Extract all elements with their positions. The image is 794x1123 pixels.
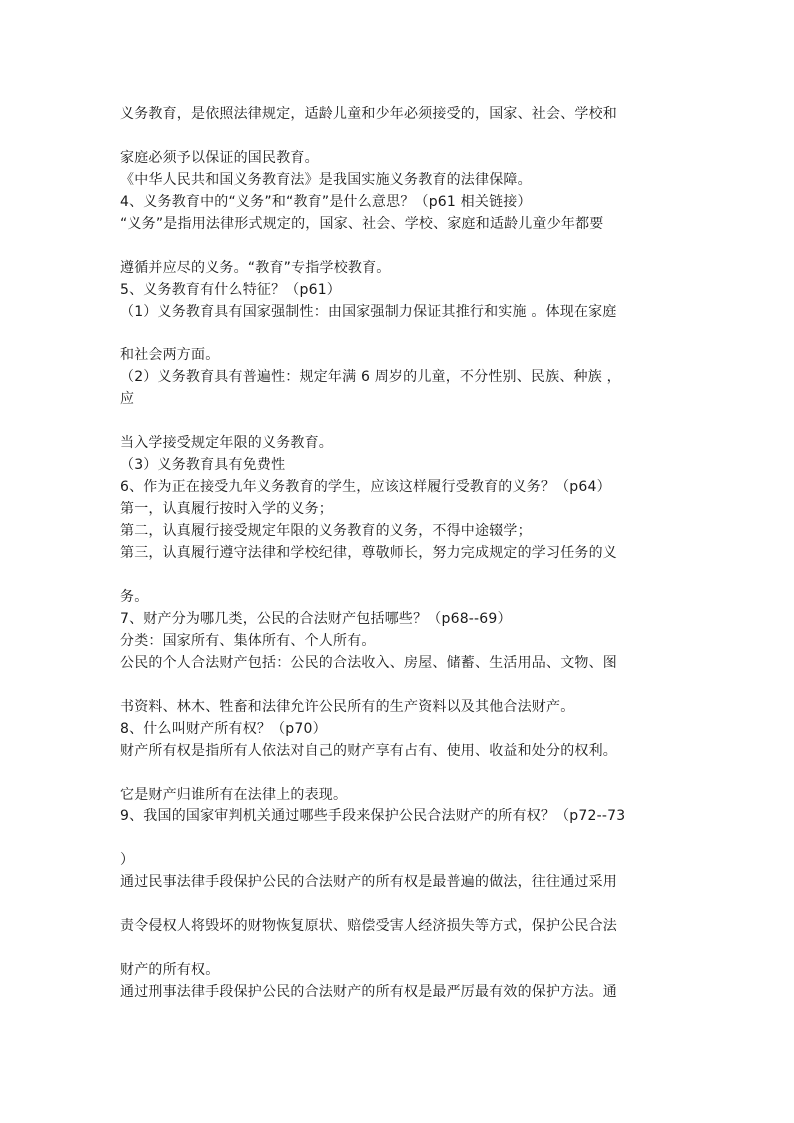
- text-line: （3）义务教育具有免费性: [120, 457, 286, 473]
- text-line: 它是财产归谁所有在法律上的表现。: [120, 787, 348, 803]
- text-line: 通过刑事法律手段保护公民的合法财产的所有权是最严厉最有效的保护方法。通: [120, 984, 617, 1000]
- text-line: “义务”是指用法律形式规定的，国家、社会、学校、家庭和适龄儿童少年都要: [120, 216, 604, 232]
- text-line: 遵循并应尽的义务。“教育”专指学校教育。: [120, 260, 391, 276]
- question-heading: 9、我国的国家审判机关通过哪些手段来保护公民合法财产的所有权？（p72--73: [120, 808, 626, 824]
- text-line: 义务教育，是依照法律规定，适龄儿童和少年必须接受的，国家、社会、学校和: [120, 106, 617, 122]
- question-heading: 6、作为正在接受九年义务教育的学生，应该这样履行受教育的义务？（p64）: [120, 479, 611, 495]
- text-line: 务。: [120, 589, 149, 605]
- question-heading: 5、义务教育有什么特征？（p61）: [120, 282, 342, 298]
- text-line: 当入学接受规定年限的义务教育。: [120, 435, 333, 451]
- text-line: 通过民事法律手段保护公民的合法财产的所有权是最普遍的做法，往往通过采用: [120, 874, 617, 890]
- question-heading: 7、财产分为哪几类，公民的合法财产包括哪些？（p68--69）: [120, 611, 512, 627]
- text-line: （2）义务教育具有普遍性：规定年满 6 周岁的儿童，不分性别、民族、种族 ，: [120, 369, 621, 385]
- text-line: 第三，认真履行遵守法律和学校纪律，尊敬师长，努力完成规定的学习任务的义: [120, 545, 617, 561]
- text-line: 财产所有权是指所有人依法对自己的财产享有占有、使用、收益和处分的权利。: [120, 743, 617, 759]
- text-line: ）: [120, 852, 135, 868]
- text-line: 《中华人民共和国义务教育法》是我国实施义务教育的法律保障。: [120, 172, 532, 188]
- text-line: 应: [120, 391, 135, 407]
- text-line: 责令侵权人将毁坏的财物恢复原状、赔偿受害人经济损失等方式，保护公民合法: [120, 918, 617, 934]
- text-line: （1）义务教育具有国家强制性：由国家强制力保证其推行和实施 。体现在家庭: [120, 304, 617, 320]
- text-line: 书资料、林木、牲畜和法律允许公民所有的生产资料以及其他合法财产。: [120, 699, 575, 715]
- text-line: 和社会两方面。: [120, 347, 220, 363]
- text-line: 分类：国家所有、集体所有、个人所有。: [120, 633, 376, 649]
- text-line: 公民的个人合法财产包括：公民的合法收入、房屋、储蓄、生活用品、文物、图: [120, 655, 617, 671]
- text-line: 家庭必须予以保证的国民教育。: [120, 150, 319, 166]
- question-heading: 8、什么叫财产所有权？（p70）: [120, 721, 327, 737]
- text-line: 财产的所有权。: [120, 962, 220, 978]
- text-line: 第二，认真履行接受规定年限的义务教育的义务，不得中途辍学；: [120, 523, 532, 539]
- question-heading: 4、义务教育中的“义务”和“教育”是什么意思？（p61 相关链接）: [120, 194, 532, 210]
- text-line: 第一，认真履行按时入学的义务；: [120, 501, 333, 517]
